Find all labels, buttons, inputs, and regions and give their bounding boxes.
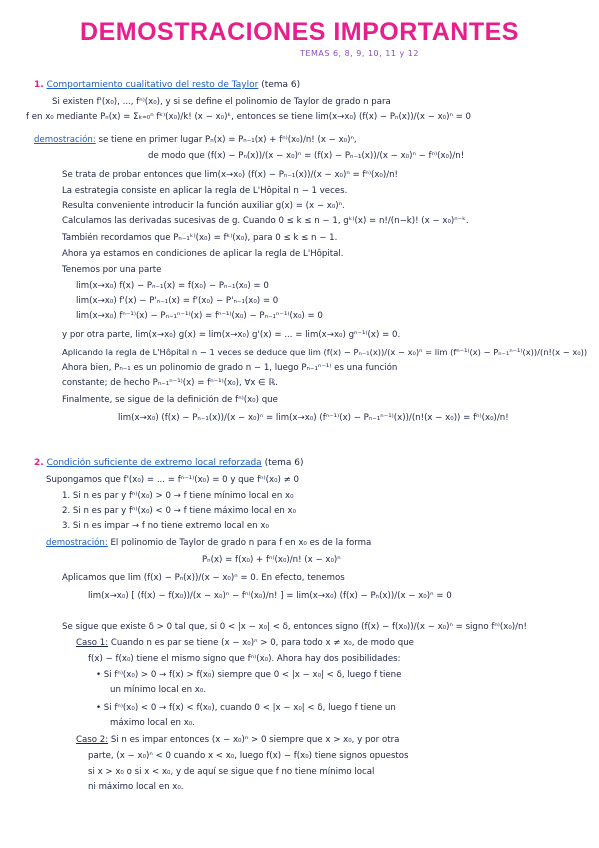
page-subtitle: TEMAS 6, 8, 9, 10, 11 y 12 xyxy=(300,49,419,58)
s2-demo-line xyxy=(46,538,371,549)
s2-line-12: un mínimo local en x₀. xyxy=(110,685,207,695)
s2-line-1: 1. Si n es par y fⁿ⁾(x₀) > 0 → f tiene mínimo local en x₀ xyxy=(62,491,294,501)
s1-line-9: Ahora ya estamos en condiciones de aplicar la regla de L'Hôpital. xyxy=(62,249,344,259)
s1-line-17: constante; de hecho Pₙ₋₁ⁿ⁻¹⁾(x) = fⁿ⁻¹⁾(x₀), ∀x ∈ ℝ. xyxy=(62,378,278,388)
s1-line-3: de modo que (f(x) − Pₙ(x))/(x − x₀)ⁿ = (f(x) − Pₙ₋₁(x))/(x − x₀)ⁿ − fⁿ⁾(x₀)/n! xyxy=(148,151,465,161)
s1-line-11: lim(x→x₀) f(x) − Pₙ₋₁(x) = f(x₀) − Pₙ₋₁(x₀) = 0 xyxy=(76,281,269,291)
s2-line-11: • Si fⁿ⁾(x₀) > 0 → f(x) > f(x₀) siempre que 0 < |x − x₀| < δ, luego f tiene xyxy=(96,670,402,680)
s2-line-15: Si n es impar entonces (x − x₀)ⁿ > 0 siempre que x > x₀, y por otra xyxy=(110,735,400,745)
s1-line-4: Se trata de probar entonces que lim(x→x₀) (f(x) − Pₙ₋₁(x))/(x − x₀)ⁿ = fⁿ⁾(x₀)/n! xyxy=(62,170,398,180)
section-1-note: (tema 6) xyxy=(261,80,301,90)
section-2-note: (tema 6) xyxy=(264,458,304,468)
s1-line-14: y por otra parte, lim(x→x₀) g(x) = lim(x→x₀) g'(x) = ... = lim(x→x₀) gⁿ⁻¹⁾(x) = 0. xyxy=(62,330,401,340)
section-2-title: Condición suficiente de extremo local reforzada xyxy=(46,458,262,468)
s2-line-6: Aplicamos que lim (f(x) − Pₙ(x))/(x − x₀)ⁿ = 0. En efecto, tenemos xyxy=(62,573,345,583)
s2-line-16: parte, (x − x₀)ⁿ < 0 cuando x < x₀, luego f(x) − f(x₀) tiene signos opuestos xyxy=(88,751,409,761)
s1-demo-line xyxy=(34,135,357,146)
s1-line-19: lim(x→x₀) (f(x) − Pₙ₋₁(x))/(x − x₀)ⁿ = lim(x→x₀) (fⁿ⁻¹⁾(x) − Pₙ₋₁ⁿ⁻¹⁾(x))/(n!(x − x₀)) = fⁿ⁾(x₀)/n! xyxy=(118,413,509,423)
s2-demo-label: demostración: xyxy=(46,538,108,548)
s2-line-4: El polinomio de Taylor de grado n para f en x₀ es de la forma xyxy=(110,538,372,548)
s2-case2-line xyxy=(76,735,399,746)
s2-line-0: Supongamos que f'(x₀) = ... = fⁿ⁻¹⁾(x₀) = 0 y que fⁿ⁾(x₀) ≠ 0 xyxy=(46,475,299,485)
s2-case1-label: Caso 1: xyxy=(76,638,109,648)
s1-line-0: Si existen f'(x₀), ..., fⁿ⁾(x₀), y si se define el polinomio de Taylor de grado n para xyxy=(52,97,391,107)
s1-line-10: Tenemos por una parte xyxy=(62,265,162,275)
s1-demo-label: demostración: xyxy=(34,135,96,145)
s2-line-18: ni máximo local en x₀. xyxy=(88,782,184,792)
section-1-title: Comportamiento cualitativo del resto de Taylor xyxy=(46,80,259,90)
section-1-heading xyxy=(34,80,300,91)
s1-line-16: Ahora bien, Pₙ₋₁ es un polinomio de grado n − 1, luego Pₙ₋₁ⁿ⁻¹⁾ es una función xyxy=(62,363,398,373)
s2-case1-line xyxy=(76,638,414,649)
s2-line-9: Cuando n es par se tiene (x − x₀)ⁿ > 0, para todo x ≠ x₀, de modo que xyxy=(110,638,414,648)
s2-line-8: Se sigue que existe δ > 0 tal que, si 0 < |x − x₀| < δ, entonces signo (f(x) − f(x₀))/(x − x₀)ⁿ = signo fⁿ⁾(x₀)/n! xyxy=(62,622,527,632)
s2-line-7: lim(x→x₀) [ (f(x) − f(x₀))/(x − x₀)ⁿ − fⁿ⁾(x₀)/n! ] = lim(x→x₀) (f(x) − Pₙ(x))/(x − x₀)ⁿ = 0 xyxy=(88,591,452,601)
s2-line-13: • Si fⁿ⁾(x₀) < 0 → f(x) < f(x₀), cuando 0 < |x − x₀| < δ, luego f tiene un xyxy=(96,703,396,713)
section-2-number: 2. xyxy=(34,458,44,468)
section-2-heading xyxy=(34,458,304,469)
s1-line-15: Aplicando la regla de L'Hôpital n − 1 veces se deduce que lim (f(x) − Pₙ₋₁(x))/(x − x₀)ⁿ = lim (fⁿ⁻¹⁾(x) − Pₙ₋₁ⁿ⁻¹⁾(x))/(n!(x − x₀)) xyxy=(62,347,588,357)
s1-line-8: También recordamos que Pₙ₋₁ᵏ⁾(x₀) = fᵏ⁾(x₀), para 0 ≤ k ≤ n − 1. xyxy=(62,233,338,243)
s2-line-17: si x > x₀ o si x < x₀, y de aquí se sigue que f no tiene mínimo local xyxy=(88,767,375,777)
s1-line-12: lim(x→x₀) f'(x) − P'ₙ₋₁(x) = f'(x₀) − P'ₙ₋₁(x₀) = 0 xyxy=(76,296,279,306)
s2-line-5: Pₙ(x) = f(x₀) + fⁿ⁾(x₀)/n! (x − x₀)ⁿ xyxy=(202,555,341,565)
s1-line-18: Finalmente, se sigue de la definición de fⁿ⁾(x₀) que xyxy=(62,395,278,405)
section-1-number: 1. xyxy=(34,80,44,90)
s1-line-5: La estrategia consiste en aplicar la regla de L'Hôpital n − 1 veces. xyxy=(62,186,348,196)
s1-line-6: Resulta conveniente introducir la función auxiliar g(x) = (x − x₀)ⁿ. xyxy=(62,201,345,211)
s2-line-2: 2. Si n es par y fⁿ⁾(x₀) < 0 → f tiene máximo local en x₀ xyxy=(62,506,297,516)
s1-line-2: se tiene en primer lugar Pₙ(x) = Pₙ₋₁(x) + fⁿ⁾(x₀)/n! (x − x₀)ⁿ, xyxy=(98,135,357,145)
s2-line-3: 3. Si n es impar → f no tiene extremo local en x₀ xyxy=(62,521,269,531)
s1-line-13: lim(x→x₀) fⁿ⁻¹⁾(x) − Pₙ₋₁ⁿ⁻¹⁾(x) = fⁿ⁻¹⁾(x₀) − Pₙ₋₁ⁿ⁻¹⁾(x₀) = 0 xyxy=(76,311,323,321)
s2-line-14: máximo local en x₀. xyxy=(110,718,195,728)
s1-line-7: Calculamos las derivadas sucesivas de g. Cuando 0 ≤ k ≤ n − 1, gᵏ⁾(x) = n!/(n−k)! (x − x₀)ⁿ⁻ᵏ. xyxy=(62,216,469,226)
s1-line-1: f en x₀ mediante Pₙ(x) = Σₖ₌₀ⁿ fᵏ⁾(x₀)/k! (x − x₀)ᵏ, entonces se tiene lim(x→x₀) (f(x) − Pₙ(x))/(x − x₀)ⁿ = 0 xyxy=(26,112,472,122)
page-title: DEMOSTRACIONES IMPORTANTES xyxy=(80,18,519,46)
s2-line-10: f(x) − f(x₀) tiene el mismo signo que fⁿ⁾(x₀). Ahora hay dos posibilidades: xyxy=(88,654,401,664)
s2-case2-label: Caso 2: xyxy=(76,735,109,745)
